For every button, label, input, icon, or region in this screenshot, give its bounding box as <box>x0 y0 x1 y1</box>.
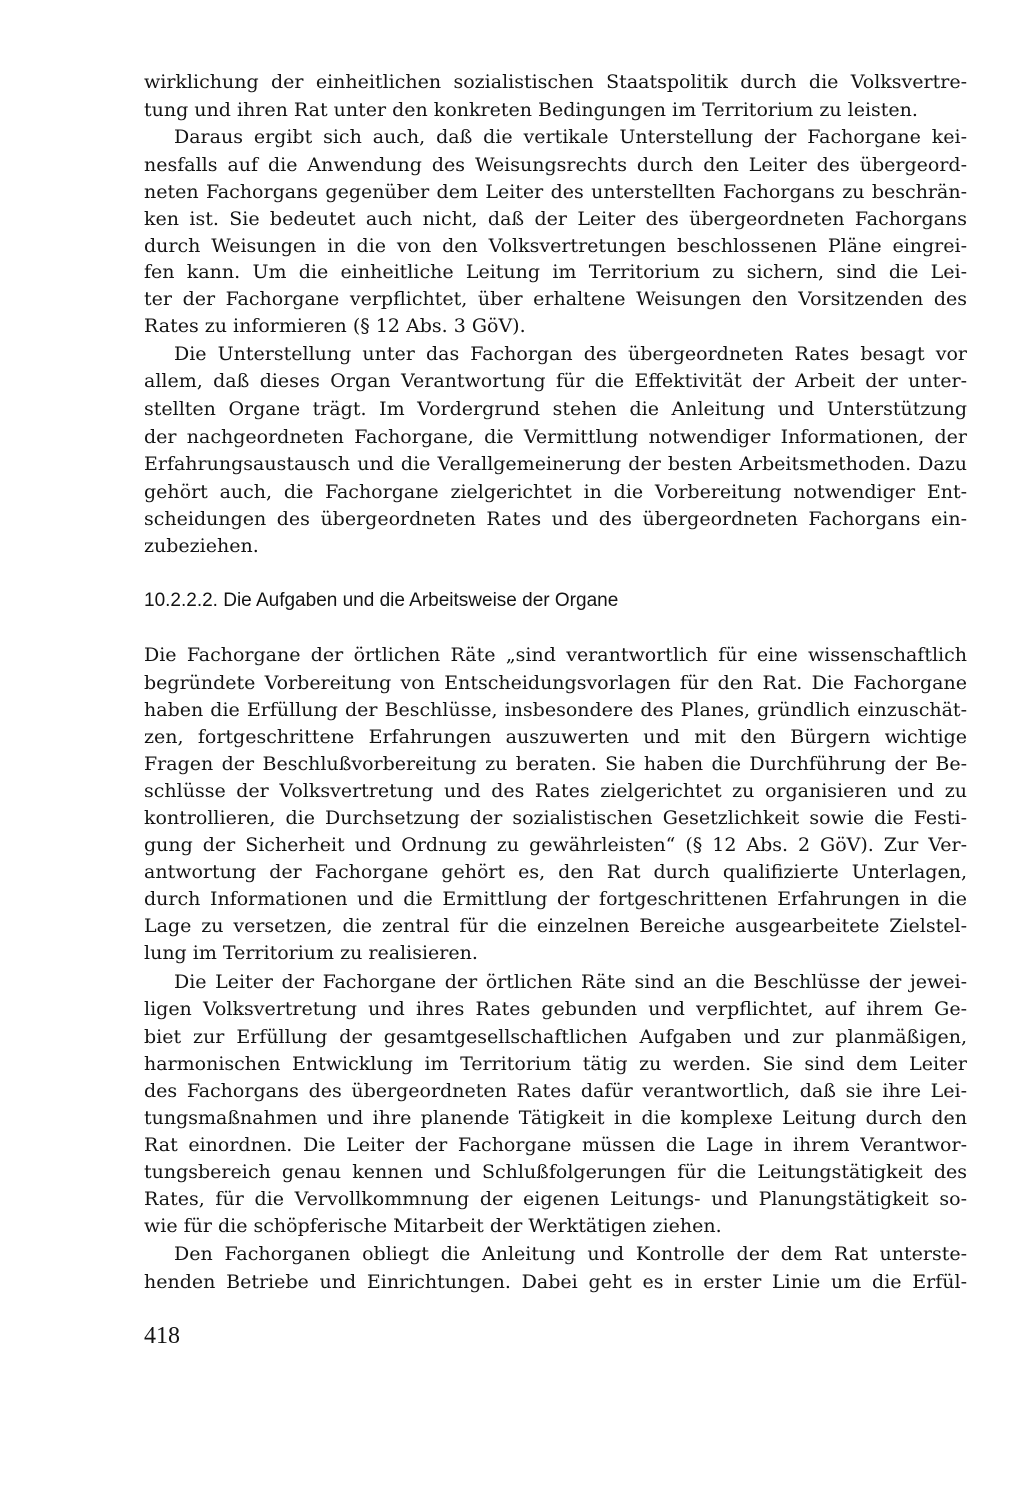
text-line: Erfahrungsaustausch und die Verallgemeinerung der besten Arbeitsmethoden. Dazu <box>144 453 967 475</box>
text-line: tungsmaßnahmen und ihre planende Tätigkeit in die komplexe Leitung durch den <box>144 1107 967 1129</box>
text-line: tungsbereich genau kennen und Schlußfolgerungen für die Leitungstätigkeit des <box>144 1161 967 1183</box>
text-line: Rates, für die Vervollkommnung der eigenen Leitungs- und Planungstätigkeit so- <box>144 1188 967 1210</box>
page-number: 418 <box>144 1323 180 1349</box>
text-line: ter der Fachorgane verpflichtet, über erhaltene Weisungen den Vorsitzenden des <box>144 288 967 310</box>
text-line: antwortung der Fachorgane gehört es, den Rat durch qualifizierte Unterlagen, <box>144 861 967 883</box>
text-line: wirklichung der einheitlichen sozialistischen Staatspolitik durch die Volksvertre- <box>144 71 967 93</box>
text-line: wie für die schöpferische Mitarbeit der Werktätigen ziehen. <box>144 1215 722 1237</box>
text-line: Den Fachorganen obliegt die Anleitung und Kontrolle der dem Rat unterste- <box>174 1243 967 1265</box>
text-line: allem, daß dieses Organ Verantwortung für die Effektivität der Arbeit der unter- <box>144 370 967 392</box>
text-line: gung der Sicherheit und Ordnung zu gewährleisten“ (§ 12 Abs. 2 GöV). Zur Ver- <box>144 834 967 856</box>
text-line: harmonischen Entwicklung im Territorium tätig zu werden. Sie sind dem Leiter <box>144 1053 967 1075</box>
text-line: scheidungen des übergeordneten Rates und des übergeordneten Fachorgans ein- <box>144 508 967 530</box>
section-heading: 10.2.2.2. Die Aufgaben und die Arbeitsweise der Organe <box>144 590 619 611</box>
text-line: ken ist. Sie bedeutet auch nicht, daß der Leiter des übergeordneten Fachorgans <box>144 208 967 230</box>
text-line: des Fachorgans des übergeordneten Rates dafür verantwortlich, daß sie ihre Lei- <box>144 1080 967 1102</box>
text-line: Daraus ergibt sich auch, daß die vertikale Unterstellung der Fachorgane kei- <box>174 126 967 148</box>
text-line: biet zur Erfüllung der gesamtgesellschaftlichen Aufgaben und zur planmäßigen, <box>144 1026 967 1048</box>
text-line: Fragen der Beschlußvorbereitung zu beraten. Sie haben die Durchführung der Be- <box>144 753 967 775</box>
text-line: Die Leiter der Fachorgane der örtlichen Räte sind an die Beschlüsse der jewei- <box>174 971 967 993</box>
text-line: durch Informationen und die Ermittlung der fortgeschrittenen Erfahrungen in die <box>144 888 967 910</box>
text-line: gehört auch, die Fachorgane zielgerichtet in die Vorbereitung notwendiger Ent- <box>144 481 967 503</box>
text-line: nesfalls auf die Anwendung des Weisungsrechts durch den Leiter des übergeord- <box>144 154 967 176</box>
text-line: kontrollieren, die Durchsetzung der sozialistischen Gesetzlichkeit sowie die Festi- <box>144 807 967 829</box>
text-line: tung und ihren Rat unter den konkreten Bedingungen im Territorium zu leisten. <box>144 99 918 121</box>
text-line: durch Weisungen in die von den Volksvertretungen beschlossenen Pläne eingrei- <box>144 235 967 257</box>
text-line: Rat einordnen. Die Leiter der Fachorgane müssen die Lage in ihrem Verantwor- <box>144 1134 967 1156</box>
text-line: Rates zu informieren (§ 12 Abs. 3 GöV). <box>144 315 526 337</box>
text-line: ligen Volksvertretung und ihres Rates gebunden und verpflichtet, auf ihrem Ge- <box>144 998 967 1020</box>
text-line: neten Fachorgans gegenüber dem Leiter des unterstellten Fachorgans zu beschrän- <box>144 181 967 203</box>
text-line: fen kann. Um die einheitliche Leitung im Territorium zu sichern, sind die Lei- <box>144 261 967 283</box>
text-line: haben die Erfüllung der Beschlüsse, insbesondere des Planes, gründlich einzuschät- <box>144 699 967 721</box>
text-line: zen, fortgeschrittene Erfahrungen auszuwerten und mit den Bürgern wichtige <box>144 726 967 748</box>
text-line: zubeziehen. <box>144 535 259 557</box>
text-line: henden Betriebe und Einrichtungen. Dabei geht es in erster Linie um die Erfül- <box>144 1271 967 1293</box>
text-line: begründete Vorbereitung von Entscheidungsvorlagen für den Rat. Die Fachorgane <box>144 672 967 694</box>
text-line: schlüsse der Volksvertretung und des Rates zielgerichtet zu organisieren und zu <box>144 780 967 802</box>
text-line: der nachgeordneten Fachorgane, die Vermittlung notwendiger Informationen, der <box>144 426 967 448</box>
text-line: Die Unterstellung unter das Fachorgan des übergeordneten Rates besagt vor <box>174 343 967 365</box>
text-line: Die Fachorgane der örtlichen Räte „sind verantwortlich für eine wissenschaftlich <box>144 644 967 666</box>
text-line: lung im Territorium zu realisieren. <box>144 942 478 964</box>
text-line: Lage zu versetzen, die zentral für die einzelnen Bereiche ausgearbeitete Zielstel- <box>144 915 967 937</box>
text-line: stellten Organe trägt. Im Vordergrund stehen die Anleitung und Unterstützung <box>144 398 967 420</box>
